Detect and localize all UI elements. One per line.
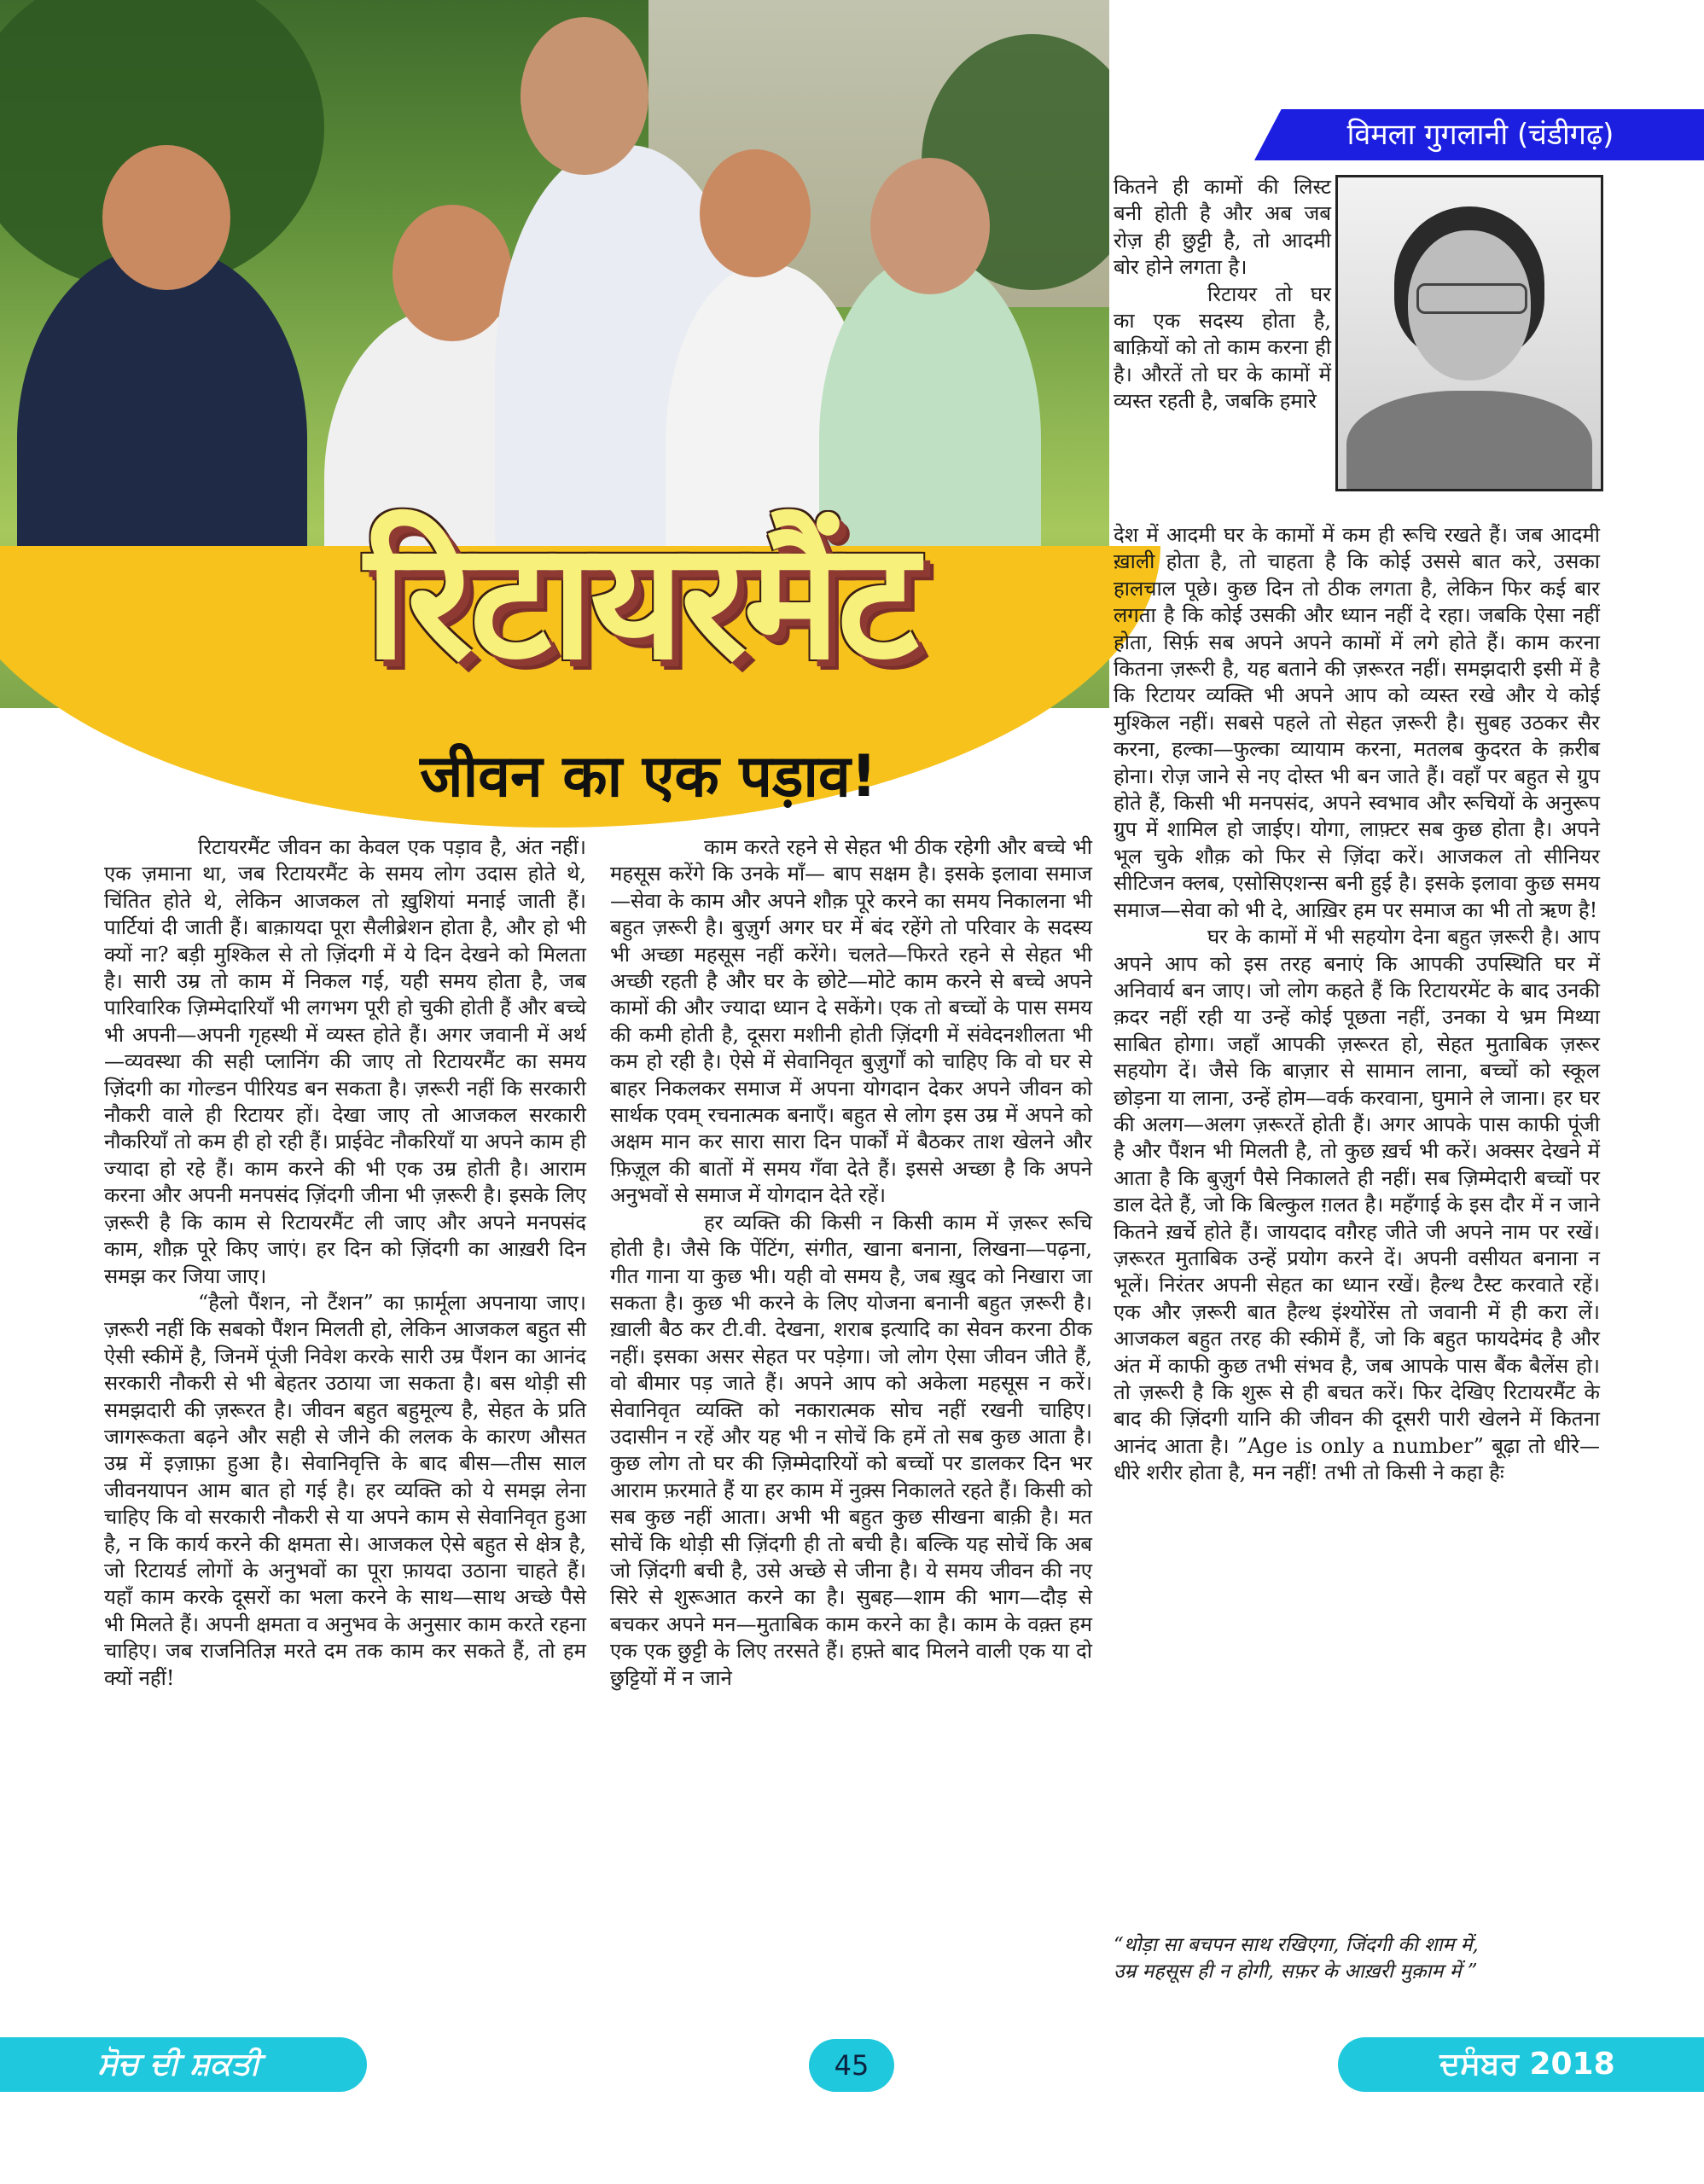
paragraph: कितने ही कामों की लिस्ट बनी होती है और अब जब रोज़ ही छुट्टी है, तो आदमी बोर होने लगता है। xyxy=(1114,175,1331,280)
paragraph: घर के कामों में भी सहयोग देना बहुत ज़रूरी है। आप अपने आप को इस तरह बनाएं कि आपकी उपस्थिति घर में अनिवार्य बन जाए। जो लोग कहते हैं कि रिटायरमेंट के बाद उनकी क़दर नहीं रही या उन्हें कोई पूछता नहीं, उनका ये भ्रम मिथ्या साबित होगा। जहाँ आपकी ज़रूरत हो, सेहत मुताबिक ज़रूर सहयोग दें। जैसे कि बाज़ार से सामान लाना, बच्चों को स्कूल छोड़ना या लाना, उन्हें होम—वर्क करवाना, घुमाने ले जाना। हर घर की अलग—अलग ज़रूरतें होती हैं। अगर आपके पास काफी पूंजी है और पैंशन भी मिलती है, तो कुछ ख़र्च भी करें। अक्सर देखने में आता है कि बुज़ुर्ग पैसे निकालते ही नहीं। सब ज़िम्मेदारी बच्चों पर डाल देते हैं, जो कि बिल्कुल ग़लत है। महँगाई के इस दौर में न जाने कितने ख़र्चे होते हैं। जायदाद वग़ैरह जीते जी अपने नाम पर रखें। ज़रूरत मुताबिक उन्हें प्रयोग करने दें। अपनी वसीयत बनाना न भूलें। निरंतर अपनी सेहत का ध्यान रखें। हैल्थ टैस्ट करवाते रहें। एक और ज़रूरी बात हैल्थ इंश्योरेंस तो जवानी में ही करा लें। आजकल बहुत तरह की स्कीमें हैं, जो कि बहुत फायदेमंद है और अंत में काफी कुछ तभी संभव है, जब आपके पास बैंक बैलेंस हो। तो ज़रूरी है कि शुरू से ही बचत करें। फिर देखिए रिटायरमैंट के बाद की ज़िंदगी यानि की जीवन की दूसरी पारी खेलने में कितना आनंद आता है। ”Age is only a number” बूढ़ा तो धीरे—धीरे शरीर होता है, मन नहीं! तभी तो किसी ने कहा हैः xyxy=(1114,925,1600,1485)
author-name: विमला गुगलानी (चंडीगढ़) xyxy=(1346,118,1614,152)
closing-quote xyxy=(1114,1932,1600,1985)
subheadline: जीवन का एक पड़ाव! xyxy=(420,743,877,810)
article-column-2 xyxy=(610,834,1092,1692)
article-column-1 xyxy=(104,834,586,1692)
paragraph: हर व्यक्ति की किसी न किसी काम में ज़रूर रूचि होती है। जैसे कि पेंटिंग, संगीत, खाना बनाना, लिखना—पढ़ना, गीत गाना या कुछ भी। यही वो समय है, जब ख़ुद को निखारा जा सकता है। कुछ भी करने के लिए योजना बनानी बहुत ज़रूरी है। ख़ाली बैठ कर टी.वी. देखना, शराब इत्यादि का सेवन करना ठीक नहीं। इसका असर सेहत पर पड़ेगा। जो लोग ऐसा जीवन जीते हैं, वो बीमार पड़ जाते हैं। अपने आप को अकेला महसूस न करें। सेवानिवृत व्यक्ति को नकारात्मक सोच नहीं रखनी चाहिए। उदासीन न रहें और यह भी न सोचें कि हमें तो सब कुछ आता है। कुछ लोग तो घर की ज़िम्मेदारियों को बच्चों पर डालकर दिन भर आराम फ़रमाते हैं या हर काम में नुक़्स निकालते रहते हैं। किसी को सब कुछ नहीं आता। अभी भी बहुत कुछ सीखना बाक़ी है। मत सोचें कि थोड़ी सी ज़िंदगी ही तो बची है। बल्कि यह सोचें कि अब जो ज़िंदगी बची है, उसे अच्छे से जीना है। ये समय जीवन की नए सिरे से शुरूआत करने का है। सुबह—शाम की भाग—दौड़ से बचकर अपने मन—मुताबिक काम करने का है। काम के वक़्त हम एक एक छुट्टी के लिए तरसते हैं। हफ़्ते बाद मिलने वाली एक या दो छुट्टियों में न जाने xyxy=(610,1210,1092,1690)
magazine-name: ਸੋਚ ਦੀ ਸ਼ਕਤੀ xyxy=(97,2047,261,2082)
portrait-body xyxy=(1346,391,1592,491)
person-2-head xyxy=(393,205,512,341)
paragraph: रिटायरमैंट जीवन का केवल एक पड़ाव है, अंत नहीं। एक ज़माना था, जब रिटायरमैंट के समय लोग उदास होते थे, चिंतित होते थे, लेकिन आजकल तो ख़ुशियां मनाई जाती हैं। पार्टियां दी जाती हैं। बाक़ायदा पूरा सैलीब्रेशन होता है, और हो भी क्यों ना? बड़ी मुश्किल से तो ज़िंदगी में ये दिन देखने को मिलता है। सारी उम्र तो काम में निकल गई, यही समय होता है, जब पारिवारिक ज़िम्मेदारियाँ भी लगभग पूरी हो चुकी होती हैं और बच्चे भी अपनी—अपनी गृहस्थी में व्यस्त होते हैं। अगर जवानी में अर्थ—व्यवस्था की सही प्लानिंग की जाए तो रिटायरमैंट का समय ज़िंदगी का गोल्डन पीरियड बन सकता है। ज़रूरी नहीं कि सरकारी नौकरी वाले ही रिटायर हों। देखा जाए तो आजकल सरकारी नौकरियाँ तो कम ही हो रही हैं। प्राईवेट नौकरियाँ या अपने काम ही ज्यादा हो रहे हैं। काम करने की भी एक उम्र होती है। आराम करना और अपनी मनपसंद ज़िंदगी जीना भी ज़रूरी है। इसके लिए ज़रूरी है कि काम से रिटायरमैंट ली जाए और अपने मनपसंद काम, शौक़ पूरे किए जाएं। हर दिन को ज़िंदगी का आख़री दिन समझ कर जिया जाए। xyxy=(104,835,586,1288)
article-column-3-top xyxy=(1114,174,1331,415)
paragraph: काम करते रहने से सेहत भी ठीक रहेगी और बच्चे भी महसूस करेंगे कि उनके माँ— बाप सक्षम है। इसके इलावा समाज—सेवा के काम और अपने शौक़ पूरे करने का समय निकालना भी बहुत ज़रूरी है। बुज़ुर्ग अगर घर में बंद रहेंगे तो परिवार के सदस्य भी अच्छा महसूस नहीं करेंगे। चलते—फिरते रहने से सेहत भी अच्छी रहती है और घर के छोटे—मोटे काम करने से बच्चे अपने कामों की और ज्यादा ध्यान दे सकेंगे। एक तो बच्चों के पास समय की कमी होती है, दूसरा मशीनी होती ज़िंदगी में संवेदनशीलता भी कम हो रही है। ऐसे में सेवानिवृत बुज़ुर्गों को चाहिए कि वो घर से बाहर निकलकर समाज में अपना योगदान देकर अपने जीवन को सार्थक एवम् रचनात्मक बनाएँ। बहुत से लोग इस उम्र में अपने को अक्षम मान कर सारा सारा दिन पार्कों में बैठकर ताश खेलने और फ़िज़ूल की बातों में समय गँवा देते हैं। इससे अच्छा है कि अपने अनुभवों से समाज में योगदान देते रहें। xyxy=(610,835,1092,1208)
author-portrait xyxy=(1335,175,1603,491)
quote-line: “थोड़ा सा बचपन साथ रखिएगा, जिंदगी की शाम में, xyxy=(1114,1934,1479,1956)
paragraph: रिटायर तो घर का एक सदस्य होता है, बाक़ियों को तो काम करना ही है। औरतें तो घर के कामों में व्यस्त रहती है, जबकि हमारे xyxy=(1114,282,1331,414)
person-1-head xyxy=(102,145,230,290)
headline: रिटायरमैंट xyxy=(364,507,916,695)
article-column-3 xyxy=(1114,522,1600,1487)
paragraph: देश में आदमी घर के कामों में कम ही रूचि रखते हैं। जब आदमी ख़ाली होता है, तो चाहता है कि कोई उससे बात करे, उसका हालचाल पूछे। कुछ दिन तो ठीक लगता है, लेकिन फिर कई बार लगता है कि कोई उसकी और ध्यान नहीं दे रहा। जबकि ऐसा नहीं होता, सिर्फ़ सब अपने अपने कामों में लगे होते हैं। काम करना कितना ज़रूरी है, यह बताने की ज़रूरत नहीं। समझदारी इसी में है कि रिटायर व्यक्ति भी अपने आप को व्यस्त रखे और ये कोई मुश्किल नहीं। सबसे पहले तो सेहत ज़रूरी है। सुबह उठकर सैर करना, हल्का—फुल्का व्यायाम करना, मतलब कुदरत के क़रीब होना। रोज़ जाने से नए दोस्त भी बन जाते हैं। वहाँ पर बहुत से ग्रुप होते हैं, किसी भी मनपसंद, अपने स्वभाव और रूचियों के अनुरूप ग्रुप में शामिल हो जाईए। योगा, लाफ़्टर सब कुछ होता है। अपने भूल चुके शौक़ को फिर से ज़िंदा करें। आजकल तो सीनियर सीटिजन क्लब, एसोसिएशन्स बनी हुई है। इसके इलावा कुछ समय समाज—सेवा को भी दे, आख़िर हम पर समाज का भी तो ऋण है! xyxy=(1114,523,1600,922)
paragraph: “हैलो पैंशन, नो टैंशन” का फ़ार्मूला अपनाया जाए। ज़रूरी नहीं कि सबको पैंशन मिलती हो, लेकिन आजकल बहुत सी ऐसी स्कीमें है, जिनमें पूंजी निवेश करके सारी उम्र पैंशन का आनंद सरकारी नौकरी से भी बेहतर उठाया जा सकता है। बस थोड़ी सी समझदारी की ज़रूरत है। जीवन बहुत बहुमूल्य है, सेहत के प्रति जागरूकता बढ़ने और सही से जीने की ललक के कारण औसत उम्र में इज़ाफ़ा हुआ है। सेवानिवृत्ति के बाद बीस—तीस साल जीवनयापन आम बात हो गई है। हर व्यक्ति को ये समझ लेना चाहिए कि वो सरकारी नौकरी से या अपने काम से सेवानिवृत हुआ है, न कि कार्य करने की क्षमता से। आजकल ऐसे बहुत से क्षेत्र है, जो रिटायर्ड लोगों के अनुभवों का पूरा फ़ायदा उठाना चाहते हैं। यहाँ काम करके दूसरों का भला करने के साथ—साथ अच्छे पैसे भी मिलते हैं। अपनी क्षमता व अनुभव के अनुसार काम करते रहना चाहिए। जब राजनितिज्ञ मरते दम तक काम कर सकते हैं, तो हम क्यों नहीं! xyxy=(104,1290,586,1690)
issue-date: ਦਸੰਬਰ 2018 xyxy=(1439,2047,1615,2082)
person-3-head xyxy=(521,17,648,175)
person-4-head xyxy=(700,149,811,277)
portrait-glasses xyxy=(1416,283,1527,314)
page-number: 45 xyxy=(809,2039,894,2092)
quote-line: उम्र महसूस ही न होगी, सफ़र के आख़री मुक़ाम में ” xyxy=(1114,1960,1478,1983)
person-5-head xyxy=(870,158,990,294)
